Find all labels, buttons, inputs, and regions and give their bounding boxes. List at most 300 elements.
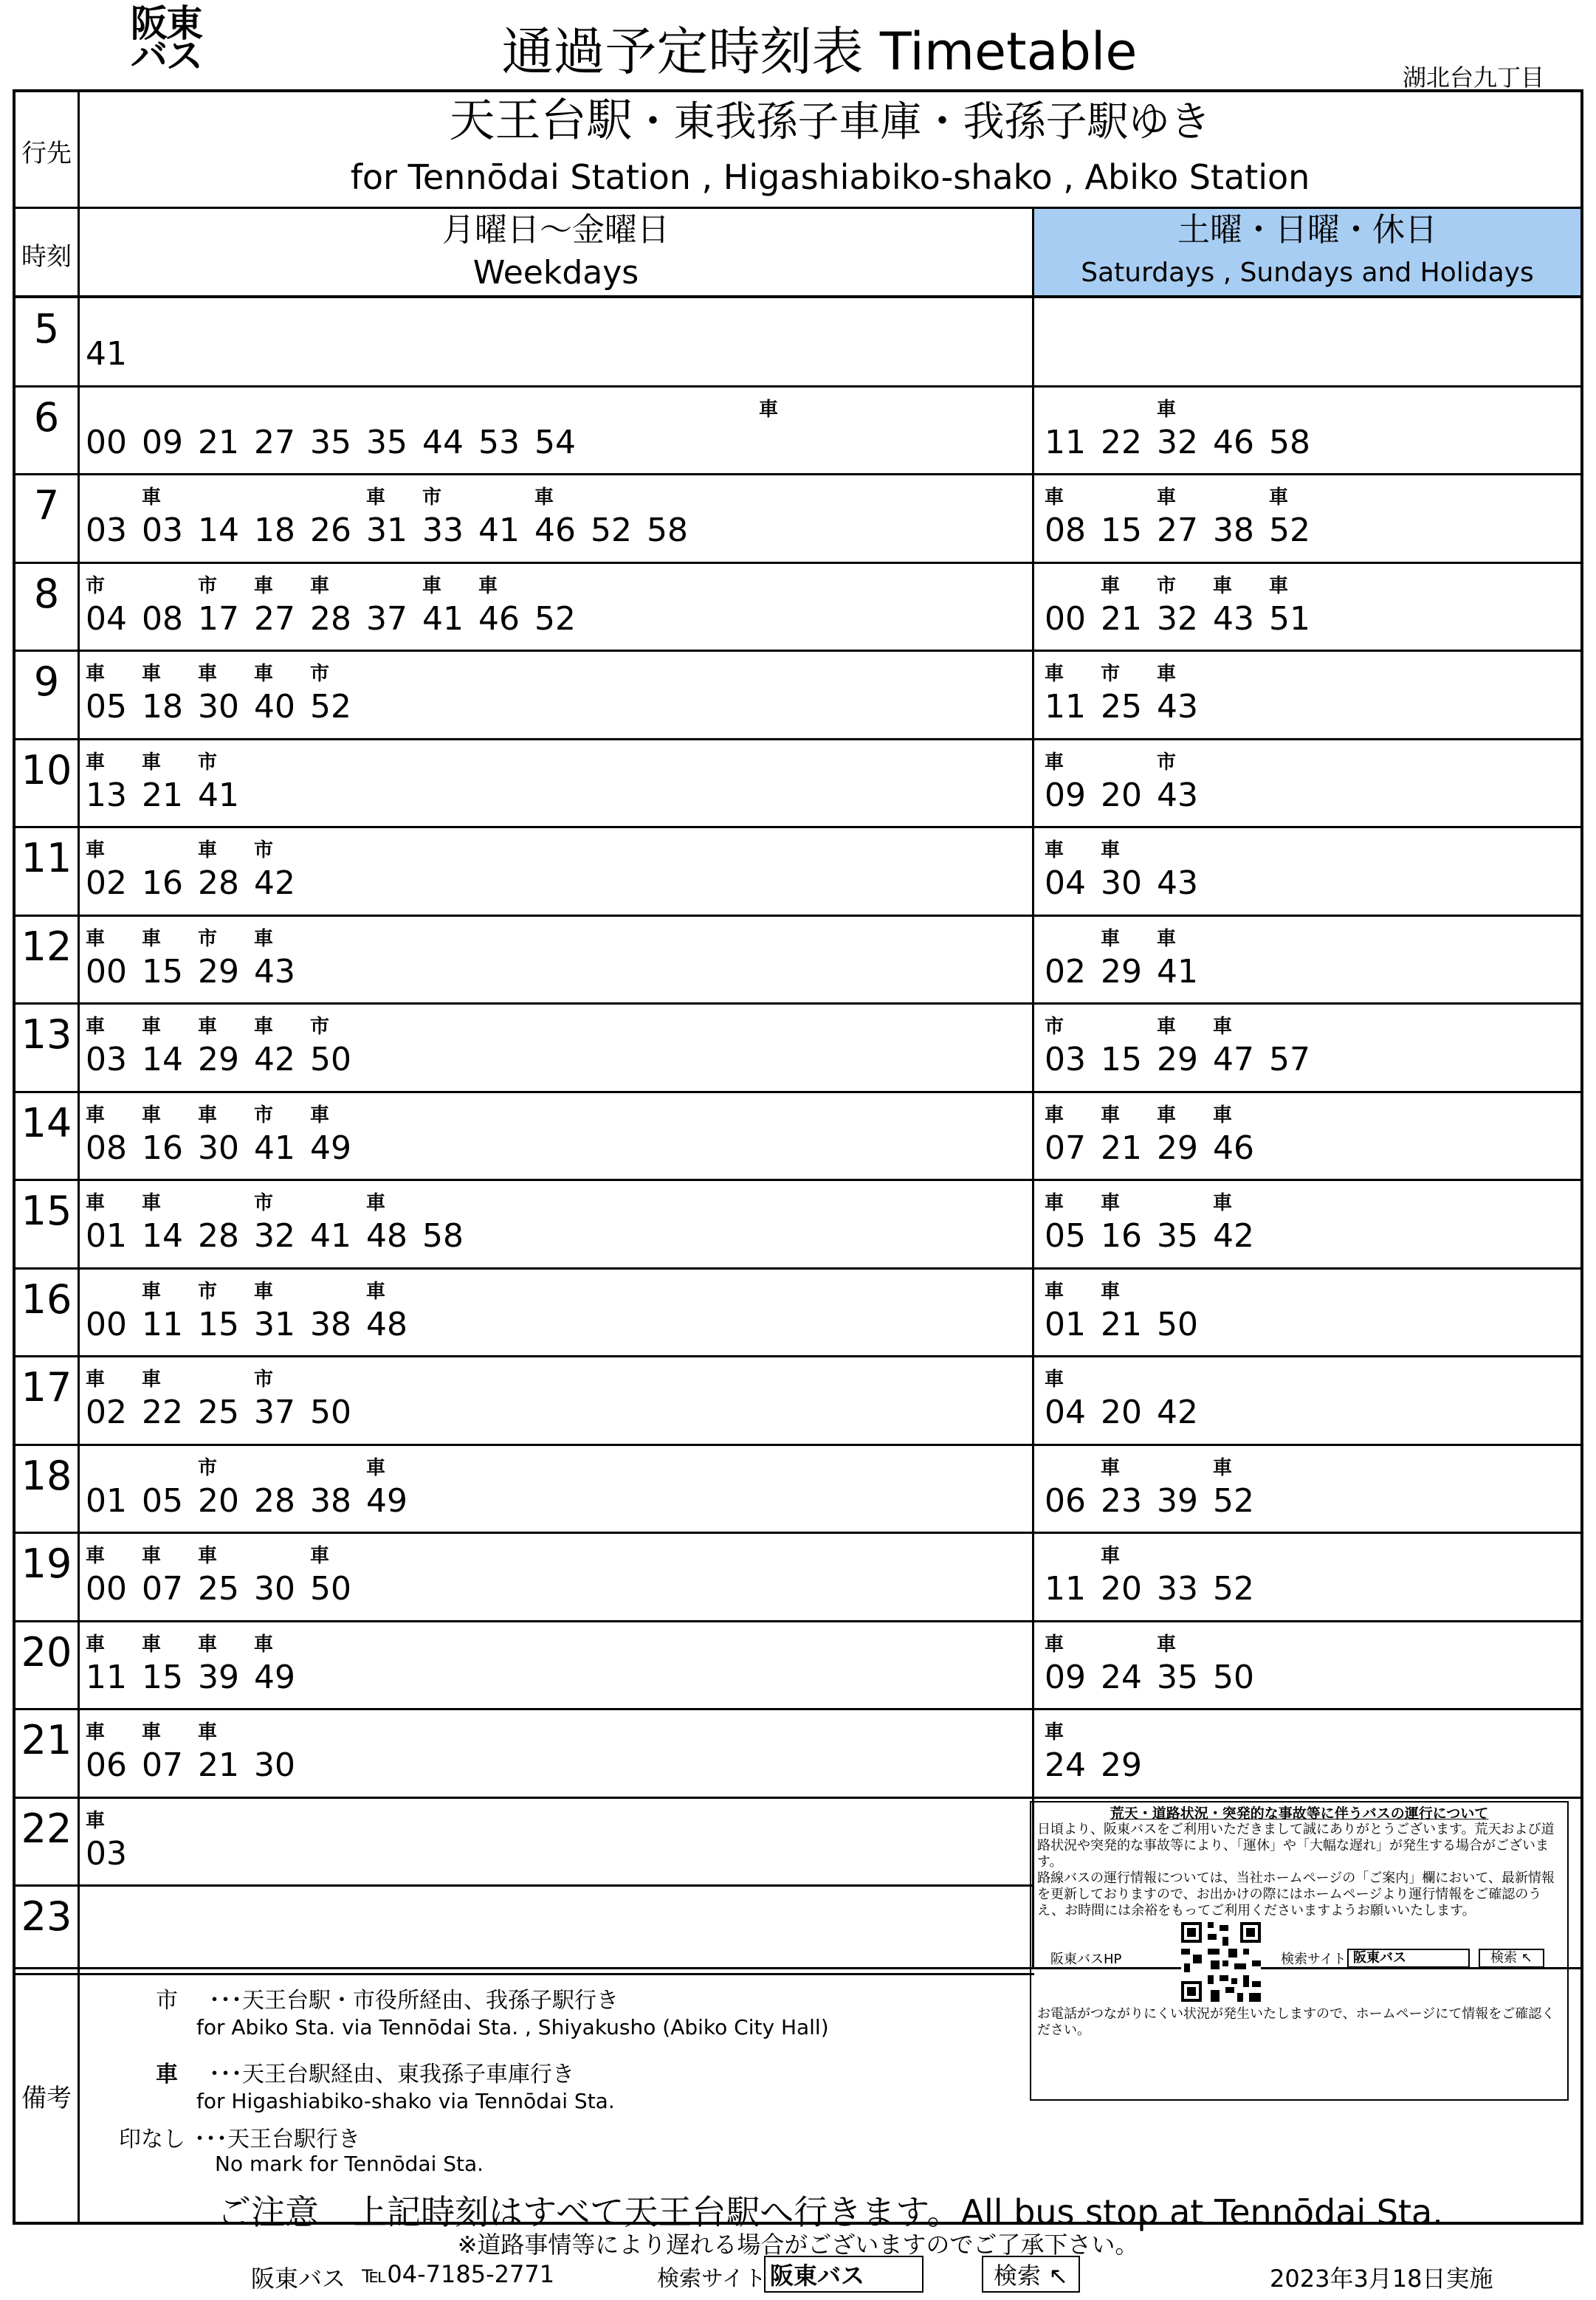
route-mark: 車	[1101, 1280, 1121, 1303]
departure-minute: 00	[86, 1570, 127, 1608]
departure-minute: 28	[254, 1481, 295, 1520]
route-mark: 車	[198, 1721, 218, 1743]
holiday-marks	[1045, 394, 1213, 421]
route-mark: 車	[310, 1545, 330, 1567]
footer-tel: ℡04-7185-2771	[362, 2260, 555, 2288]
route-mark: 車	[310, 574, 330, 597]
route-mark: 車	[1101, 927, 1121, 950]
holiday-marks	[1045, 571, 1325, 598]
time-label: 時刻	[21, 242, 72, 272]
route-mark: 市	[1157, 751, 1177, 774]
departure-minute: 22	[142, 1394, 183, 1431]
departure-minute: 21	[1101, 599, 1142, 638]
hour-label: 21	[21, 1717, 72, 1763]
holiday-times	[1045, 1746, 1157, 1784]
departure-minute: 29	[1101, 1746, 1142, 1784]
departure-minute: 04	[1045, 864, 1086, 902]
departure-minute: 00	[86, 1305, 127, 1343]
holiday-times	[1045, 953, 1213, 991]
hour-row	[16, 1709, 1580, 1798]
logo-bottom: バス	[131, 35, 202, 78]
departure-minute: 14	[142, 1041, 183, 1078]
holiday-marks	[1045, 1364, 1101, 1391]
route-mark: 車	[366, 1192, 386, 1214]
route-mark: 市	[198, 1456, 218, 1479]
route-mark: 車	[1157, 1633, 1177, 1656]
hour-row	[16, 1269, 1580, 1357]
departure-minute: 50	[310, 1394, 351, 1431]
route-mark: 車	[142, 1545, 162, 1567]
departure-minute: 47	[1213, 1041, 1254, 1078]
route-mark: 市	[198, 927, 218, 950]
route-mark: 車	[1045, 1192, 1064, 1214]
departure-minute: 15	[1101, 1041, 1142, 1078]
departure-minute: 49	[366, 1481, 407, 1520]
legend-shi-en: for Abiko Sta. via Tennōdai Sta. , Shiyakusho (Abiko City Hall)	[196, 2015, 829, 2039]
departure-minute: 04	[86, 599, 127, 638]
departure-minute: 41	[422, 599, 464, 638]
route-mark: 車	[1101, 1192, 1121, 1214]
departure-minute: 57	[1269, 1041, 1310, 1078]
departure-minute: 29	[198, 1041, 239, 1078]
departure-minute: 29	[1157, 1041, 1198, 1078]
route-mark: 車	[1269, 574, 1289, 597]
departure-minute: 42	[1157, 1394, 1198, 1431]
holiday-times	[1045, 424, 1325, 461]
route-mark: 車	[1045, 486, 1064, 509]
holiday-times	[1045, 777, 1213, 814]
hour-row	[16, 298, 1580, 387]
departure-minute: 38	[1213, 512, 1254, 549]
departure-minute: 41	[198, 776, 239, 814]
departure-minute: 52	[591, 512, 632, 549]
departure-minute: 20	[1101, 1570, 1142, 1608]
departure-minute: 35	[366, 423, 407, 461]
departure-minute: 39	[198, 1658, 239, 1696]
departure-minute: 05	[142, 1481, 183, 1520]
legend-sha-jp: ･･･天王台駅経由、東我孫子車庫行き	[209, 2062, 574, 2087]
departure-minute: 52	[310, 688, 351, 726]
route-mark: 市	[422, 486, 442, 509]
departure-minute: 02	[1045, 952, 1086, 991]
departure-minute: 50	[310, 1570, 351, 1608]
hour-row	[16, 387, 1580, 475]
holiday-marks	[1045, 658, 1213, 686]
notice-search-button[interactable]	[1479, 1949, 1544, 1968]
departure-minute: 49	[254, 1658, 295, 1696]
route-mark: 車	[1045, 1103, 1064, 1126]
departure-minute: 51	[1269, 599, 1310, 638]
destination-rest: ・東我孫子車庫・我孫子駅ゆき	[632, 98, 1211, 146]
hour-label: 6	[33, 393, 60, 441]
weekday-marks	[86, 1717, 254, 1744]
departure-minute: 48	[366, 1305, 407, 1343]
departure-minute: 29	[1101, 952, 1142, 991]
hour-label: 19	[21, 1540, 72, 1587]
weekday-en: Weekdays	[472, 254, 639, 292]
weekday-times	[86, 777, 254, 814]
hour-row	[16, 1092, 1580, 1181]
weekday-times	[86, 1659, 310, 1696]
weekday-marks	[86, 923, 310, 951]
route-mark: 車	[142, 1016, 162, 1038]
weekday-marks	[86, 1011, 366, 1039]
departure-minute: 42	[1213, 1217, 1254, 1255]
weekday-marks	[86, 306, 142, 328]
weekday-marks	[86, 1540, 366, 1568]
route-mark: 車	[422, 574, 442, 597]
departure-minute: 49	[310, 1129, 351, 1167]
holiday-marks	[1045, 1629, 1213, 1656]
holiday-times	[1045, 1394, 1213, 1431]
departure-minute: 09	[142, 423, 183, 461]
route-mark: 車	[254, 663, 274, 685]
departure-minute: 42	[254, 864, 295, 902]
weekday-marks	[86, 835, 310, 862]
holiday-times	[1045, 1129, 1269, 1167]
weekday-times	[86, 864, 310, 902]
hour-label: 8	[33, 570, 60, 617]
route-mark: 車	[310, 1103, 330, 1126]
route-mark: 車	[1213, 1456, 1233, 1479]
route-mark: 車	[1213, 574, 1233, 597]
route-mark: 車	[86, 1368, 106, 1391]
legend-none-en: No mark for Tennōdai Sta.	[215, 2152, 484, 2176]
route-mark: 車	[1101, 1103, 1121, 1126]
operation-notice	[1030, 1801, 1569, 2101]
departure-minute: 20	[1101, 1394, 1142, 1431]
hour-label: 16	[21, 1275, 72, 1323]
departure-minute: 16	[142, 1129, 183, 1167]
departure-minute: 46	[1213, 423, 1254, 461]
notice-search-field[interactable]: 阪東バス	[1347, 1949, 1470, 1968]
departure-minute: 37	[254, 1394, 295, 1431]
route-mark: 市	[254, 1103, 274, 1126]
route-mark: 車	[1213, 1192, 1233, 1214]
weekday-times	[86, 1394, 366, 1431]
route-mark: 車	[142, 663, 162, 685]
hour-row	[16, 1445, 1580, 1534]
route-mark: 市	[1101, 663, 1121, 685]
route-mark: 車	[142, 751, 162, 774]
qr-code-icon[interactable]	[1181, 1922, 1261, 2002]
departure-minute: 41	[478, 512, 520, 549]
company-logo	[118, 2, 214, 78]
route-mark: 車	[1157, 663, 1177, 685]
legend-shi-jp: ･･･天王台駅・市役所経由、我孫子駅行き	[209, 1988, 619, 2014]
weekday-marks	[86, 394, 815, 421]
notice-footer: お電話がつながりにくい状況が発生いたしますので、ホームページにて情報をご確認ください。	[1037, 2006, 1555, 2038]
departure-minute: 44	[422, 423, 464, 461]
weekday-marks	[86, 1893, 142, 1915]
destination-label: 行先	[21, 139, 72, 168]
departure-minute: 00	[86, 423, 127, 461]
departure-minute: 31	[254, 1305, 295, 1343]
footer-company: 阪東バス	[251, 2265, 346, 2293]
departure-minute: 39	[1157, 1481, 1198, 1520]
departure-minute: 52	[1213, 1481, 1254, 1520]
delay-note: ※道路事情等により遅れる場合がございますのでご了承下さい。	[457, 2231, 1139, 2259]
route-mark: 車	[198, 663, 218, 685]
hour-label: 10	[21, 746, 72, 793]
departure-minute: 02	[86, 864, 127, 902]
route-mark: 市	[310, 663, 330, 685]
weekday-marks	[86, 1453, 422, 1480]
route-mark: 車	[759, 398, 779, 421]
departure-minute: 04	[1045, 1394, 1086, 1431]
departure-minute: 41	[86, 335, 127, 373]
hour-label: 7	[33, 482, 60, 528]
departure-minute: 35	[1157, 1217, 1198, 1255]
weekday-marks	[86, 1364, 310, 1391]
logo-top: 阪東	[131, 2, 202, 45]
departure-minute: 20	[1101, 776, 1142, 814]
departure-minute: 20	[198, 1481, 239, 1520]
route-mark: 車	[142, 1721, 162, 1743]
weekday-marks	[86, 1276, 422, 1304]
hour-label: 13	[21, 1011, 72, 1058]
route-mark: 市	[1045, 1016, 1064, 1038]
route-mark: 車	[1045, 663, 1064, 685]
departure-minute: 43	[1157, 864, 1198, 902]
route-mark: 市	[86, 574, 106, 597]
departure-minute: 11	[142, 1305, 183, 1343]
route-mark: 車	[366, 1456, 386, 1479]
departure-minute: 33	[422, 512, 464, 549]
route-mark: 市	[1157, 574, 1177, 597]
destination-jp	[80, 94, 1580, 149]
hour-row	[16, 1004, 1580, 1092]
departure-minute: 11	[1045, 423, 1086, 461]
departure-minute: 30	[1101, 864, 1142, 902]
route-mark: 車	[1269, 486, 1289, 509]
weekday-times	[86, 1835, 142, 1873]
route-mark: 車	[1101, 1545, 1121, 1567]
departure-minute: 21	[198, 1746, 239, 1784]
hour-row	[16, 827, 1580, 916]
hour-row	[16, 563, 1580, 652]
route-mark: 車	[1045, 1368, 1064, 1391]
weekday-times	[86, 688, 366, 726]
departure-minute: 06	[86, 1746, 127, 1784]
holiday-times	[1045, 688, 1213, 726]
departure-minute: 37	[366, 599, 407, 638]
departure-minute: 32	[254, 1217, 295, 1255]
legend-none-mark: 印なし	[119, 2127, 185, 2152]
route-mark: 車	[142, 1633, 162, 1656]
route-mark: 車	[1213, 1103, 1233, 1126]
weekday-times	[86, 1129, 366, 1167]
holiday-marks	[1045, 1100, 1269, 1127]
hour-row	[16, 475, 1580, 563]
departure-minute: 00	[86, 952, 127, 991]
route-mark: 車	[534, 486, 554, 509]
departure-minute: 18	[254, 512, 295, 549]
departure-minute: 30	[198, 688, 239, 726]
holiday-times	[1045, 512, 1325, 549]
holiday-times	[1045, 1570, 1269, 1608]
hour-label: 22	[21, 1805, 72, 1852]
destination-main: 天王台駅	[449, 93, 633, 147]
departure-minute: 01	[86, 1481, 127, 1520]
hour-label: 12	[21, 923, 72, 970]
route-mark: 車	[1045, 1633, 1064, 1656]
departure-minute: 32	[1157, 423, 1198, 461]
holiday-times	[1045, 864, 1213, 902]
departure-minute: 03	[1045, 1041, 1086, 1078]
departure-minute: 46	[534, 512, 576, 549]
departure-minute: 41	[1157, 952, 1198, 991]
weekday-marks	[86, 571, 534, 598]
weekday-times	[86, 424, 591, 461]
footer-search-button[interactable]	[982, 2256, 1080, 2293]
departure-minute: 11	[86, 1658, 127, 1696]
route-mark: 車	[86, 663, 106, 685]
departure-minute: 28	[198, 1217, 239, 1255]
weekday-marks	[86, 1188, 422, 1215]
route-mark: 車	[1101, 1456, 1121, 1479]
weekday-times	[86, 335, 142, 373]
route-mark: 車	[142, 1192, 162, 1214]
departure-minute: 53	[478, 423, 520, 461]
departure-minute: 48	[366, 1217, 407, 1255]
weekday-marks	[86, 747, 254, 774]
departure-minute: 21	[1101, 1305, 1142, 1343]
departure-minute: 13	[86, 776, 127, 814]
departure-minute: 21	[198, 423, 239, 461]
route-mark: 車	[86, 751, 106, 774]
departure-minute: 58	[1269, 423, 1310, 461]
hour-label: 20	[21, 1628, 72, 1676]
departure-minute: 22	[1101, 423, 1142, 461]
hour-row	[16, 1622, 1580, 1710]
footer-search-label: 検索サイト	[657, 2266, 766, 2292]
departure-minute: 03	[142, 512, 183, 549]
route-mark: 車	[198, 1016, 218, 1038]
hour-row	[16, 651, 1580, 740]
holiday-times	[1045, 1217, 1269, 1255]
holiday-times	[1045, 1659, 1269, 1696]
route-mark: 車	[1213, 1016, 1233, 1038]
departure-minute: 08	[142, 599, 183, 638]
departure-minute: 30	[254, 1746, 295, 1784]
departure-minute: 02	[86, 1394, 127, 1431]
departure-minute: 46	[1213, 1129, 1254, 1167]
departure-minute: 35	[310, 423, 351, 461]
effective-date: 2023年3月18日実施	[1270, 2265, 1493, 2293]
notice-search-label: 検索サイト	[1281, 1952, 1346, 1967]
holiday-marks	[1045, 1540, 1157, 1568]
holiday-marks	[1045, 747, 1213, 774]
hour-row	[16, 1180, 1580, 1269]
hour-label: 23	[21, 1893, 72, 1940]
cursor-arrow-icon: ↖	[1048, 2262, 1068, 2290]
hour-row	[16, 1357, 1580, 1445]
holiday-times	[1045, 600, 1325, 638]
departure-minute: 16	[142, 864, 183, 902]
hp-label: 阪東バスHP	[1050, 1952, 1122, 1967]
cursor-arrow-icon: ↖	[1521, 1950, 1533, 1966]
hour-row	[16, 916, 1580, 1005]
departure-minute: 43	[254, 952, 295, 991]
route-mark: 車	[142, 1280, 162, 1303]
route-mark: 車	[198, 1633, 218, 1656]
holiday-times	[1045, 1041, 1325, 1078]
weekday-times	[86, 512, 703, 549]
route-mark: 市	[198, 574, 218, 597]
holiday-times	[1045, 1306, 1213, 1343]
hour-row	[16, 1533, 1580, 1622]
route-mark: 車	[142, 1368, 162, 1391]
route-mark: 車	[198, 1545, 218, 1567]
weekday-times	[86, 1746, 310, 1784]
departure-minute: 27	[254, 423, 295, 461]
route-mark: 車	[1157, 927, 1177, 950]
holiday-en: Saturdays , Sundays and Holidays	[1081, 258, 1534, 288]
caution-text: ご注意 上記時刻はすべて天王台駅へ行きます。All bus stop at Tennōdai Sta.	[217, 2192, 1443, 2232]
departure-minute: 28	[310, 599, 351, 638]
departure-minute: 30	[198, 1129, 239, 1167]
route-mark: 車	[198, 839, 218, 861]
departure-minute: 14	[142, 1217, 183, 1255]
departure-minute: 26	[310, 512, 351, 549]
departure-minute: 32	[1157, 599, 1198, 638]
departure-minute: 11	[1045, 688, 1086, 726]
route-mark: 車	[254, 1016, 274, 1038]
departure-minute: 50	[310, 1041, 351, 1078]
route-mark: 車	[1045, 1721, 1064, 1743]
legend-sha-en: for Higashiabiko-shako via Tennōdai Sta.	[196, 2089, 615, 2113]
page-title: 通過予定時刻表 Timetable	[501, 21, 1138, 82]
route-mark: 車	[1045, 839, 1064, 861]
departure-minute: 25	[1101, 688, 1142, 726]
departure-minute: 17	[198, 599, 239, 638]
route-mark: 車	[1101, 839, 1121, 861]
route-mark: 車	[86, 1809, 106, 1832]
holiday-marks	[1045, 1453, 1269, 1480]
departure-minute: 58	[647, 512, 688, 549]
notice-title: 荒天・道路状況・突発的な事故等に伴うバスの運行について	[1110, 1805, 1489, 1822]
route-mark: 市	[254, 839, 274, 861]
departure-minute: 58	[422, 1217, 464, 1255]
route-mark: 車	[1045, 1280, 1064, 1303]
departure-minute: 03	[86, 1041, 127, 1078]
route-mark: 車	[1157, 486, 1177, 509]
route-mark: 車	[86, 1103, 106, 1126]
departure-minute: 05	[1045, 1217, 1086, 1255]
notice-links	[1037, 1919, 1561, 2006]
hour-label: 17	[21, 1364, 72, 1411]
holiday-marks	[1045, 923, 1213, 951]
departure-minute: 05	[86, 688, 127, 726]
weekday-times	[86, 1217, 478, 1255]
weekday-marks	[86, 1805, 142, 1833]
departure-minute: 52	[1269, 512, 1310, 549]
route-mark: 車	[142, 1103, 162, 1126]
departure-minute: 31	[366, 512, 407, 549]
route-mark: 車	[86, 1721, 106, 1743]
departure-minute: 27	[1157, 512, 1198, 549]
legend-shi-mark: 市	[156, 1988, 178, 2014]
legend-none-jp: ･･･天王台駅行き	[194, 2127, 360, 2152]
departure-minute: 25	[198, 1570, 239, 1608]
route-mark: 車	[366, 1280, 386, 1303]
footer-search-field[interactable]: 阪東バス	[764, 2256, 923, 2293]
notes-label: 備考	[21, 2084, 72, 2113]
notice-body1: 日頃より、阪東バスをご利用いただきまして誠にありがとうございます。荒天および道路状況や突発的な事故等により、「運休」や「大幅な遅れ」が発生する場合がございます。	[1037, 1822, 1555, 1870]
departure-minute: 50	[1157, 1305, 1198, 1343]
departure-minute: 41	[310, 1217, 351, 1255]
